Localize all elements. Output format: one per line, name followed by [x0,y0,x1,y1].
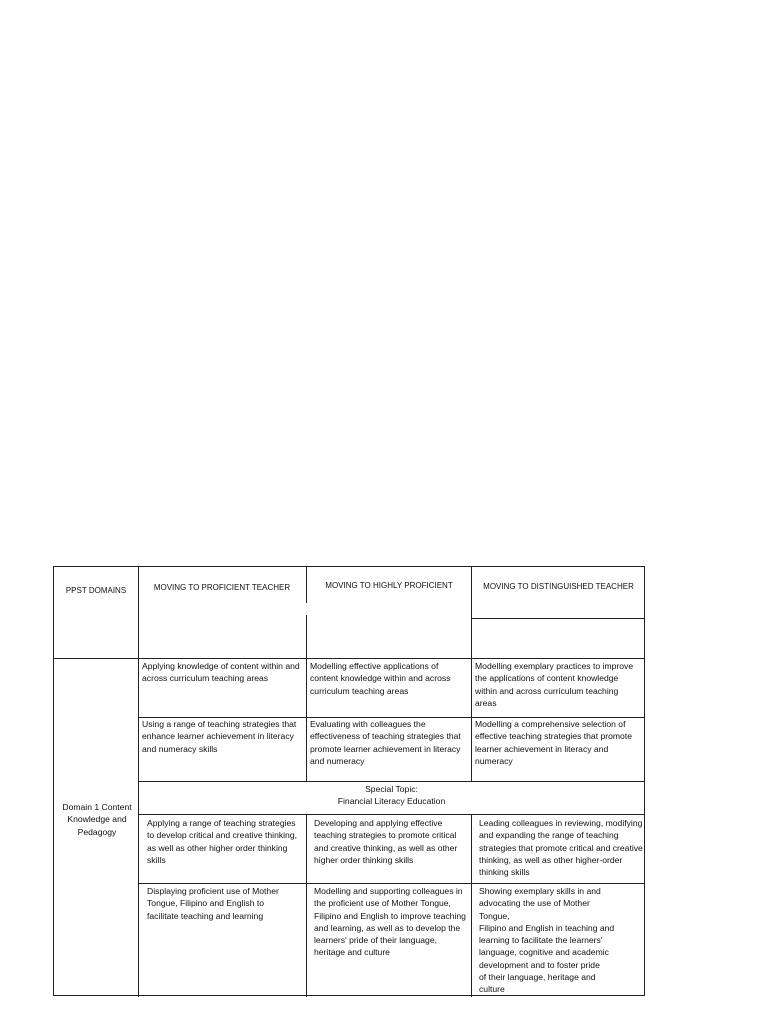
row2-highly: Evaluating with colleagues the effectiveness of teaching strategies that promote learner achievement in literacy and numeracy [310,719,461,766]
domain-label: Domain 1 Content Knowledge and Pedagogy [62,802,132,837]
divider [471,814,472,997]
divider [306,567,307,603]
special-topic-name: Financial Literacy Education [337,796,446,807]
divider [138,567,139,658]
row1-highly: Modelling effective applications of content knowledge within and across curriculum teaching areas [310,661,451,696]
row4-highly: Modelling and supporting colleagues in the proficient use of Mother Tongue, Filipino and English to improve teaching and learning, as well as to develop the learners' pride of their language, heritage and culture [314,886,466,958]
row2-proficient: Using a range of teaching strategies that enhance learner achievement in literacy and numeracy skills [142,719,297,754]
header-ppst-domains: PPST DOMAINS [65,586,127,595]
row1-proficient: Applying knowledge of content within and across curriculum teaching areas [142,661,300,684]
divider [138,781,645,782]
line: language, cognitive and academic [479,947,609,958]
line: learning to facilitate the learners' [479,935,603,946]
header-proficient: MOVING TO PROFICIENT TEACHER [153,583,291,592]
line: of their language, heritage and [479,972,596,983]
header-distinguished: MOVING TO DISTINGUISHED TEACHER [483,582,634,591]
divider [138,883,645,884]
line: development and to foster pride [479,959,600,970]
special-topic [138,783,645,808]
row1-distinguished: Modelling exemplary practices to improve the applications of content knowledge within and across curriculum teaching areas [475,661,634,708]
divider [138,814,645,815]
divider [138,658,139,997]
row3-distinguished: Leading colleagues in reviewing, modifying and expanding the range of teaching strategies that promote critical and creative thinking, as well as other higher-order thinking skills [479,818,643,878]
divider [54,658,645,659]
ppst-domains-table [53,566,645,996]
divider [471,567,472,782]
line: advocating the use of Mother [479,898,590,909]
line: culture [479,984,505,995]
row3-highly: Developing and applying effective teaching strategies to promote critical and creative thinking, as well as other higher order thinking skills [314,818,458,865]
divider [306,615,307,782]
divider [306,814,307,997]
row2-distinguished: Modelling a comprehensive selection of effective teaching strategies that promote learner achievement in literacy and numeracy [475,719,633,766]
header-highly-proficient: MOVING TO HIGHLY PROFICIENT [325,581,453,590]
row3-proficient: Applying a range of teaching strategies to develop critical and creative thinking, as well as other higher order thinking skills [147,818,297,865]
line: Showing exemplary skills in and [479,886,601,896]
special-topic-title: Special Topic: [365,784,418,794]
row4-distinguished [479,885,643,996]
divider [471,618,645,619]
row4-proficient: Displaying proficient use of Mother Tongue, Filipino and English to facilitate teaching and learning [147,886,279,921]
line: Filipino and English in teaching and [479,922,615,933]
line: Tongue, [479,910,510,921]
